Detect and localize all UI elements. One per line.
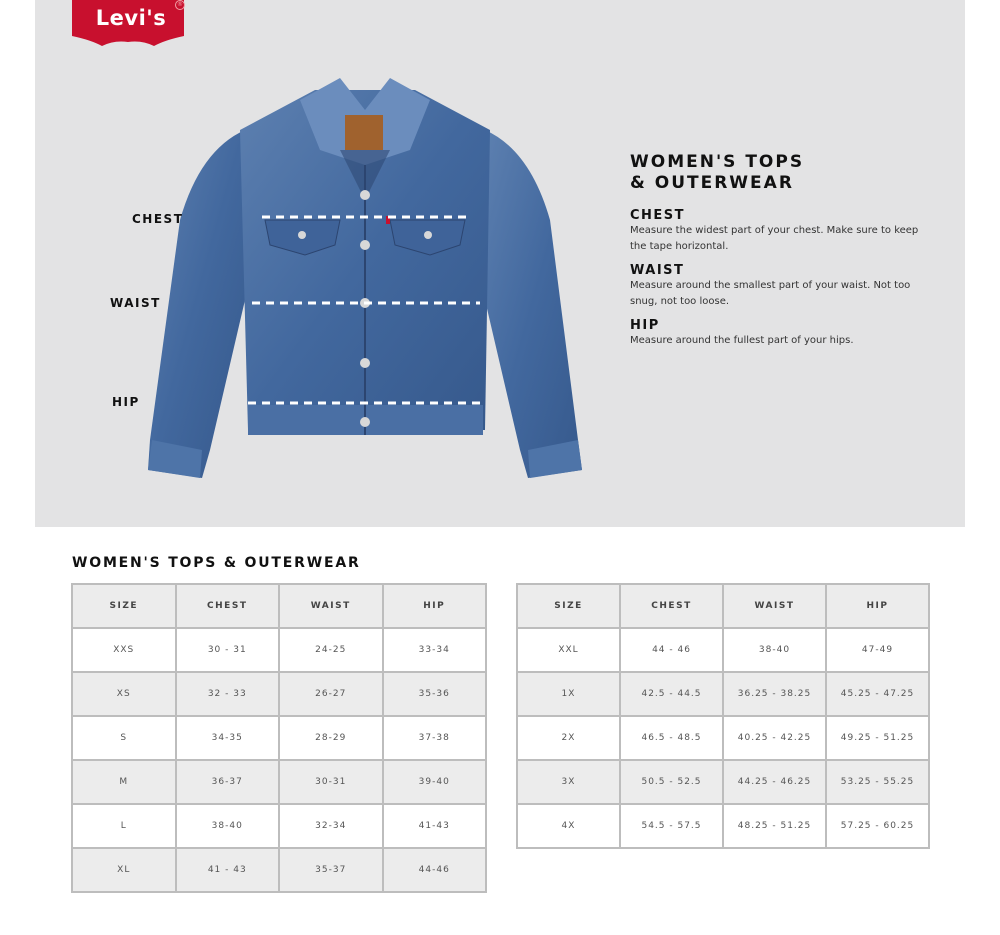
guide-title-line2: & OUTERWEAR (630, 173, 794, 193)
table-row (72, 848, 486, 892)
cell-size: XXL (517, 628, 620, 672)
cell-hip: 41-43 (383, 804, 487, 848)
cell-waist: 36.25 - 38.25 (723, 672, 826, 716)
hip-heading: HIP (630, 318, 660, 333)
chest-heading: CHEST (630, 208, 686, 223)
cell-hip: 53.25 - 55.25 (826, 760, 929, 804)
cell-chest: 54.5 - 57.5 (620, 804, 723, 848)
table-header-row (72, 584, 486, 628)
cell-chest: 36-37 (176, 760, 280, 804)
table-row (517, 672, 929, 716)
cell-chest: 30 - 31 (176, 628, 280, 672)
guide-title-line1: WOMEN'S TOPS (630, 152, 805, 172)
cell-waist: 28-29 (279, 716, 383, 760)
levis-logo (70, 0, 192, 46)
table-row (517, 760, 929, 804)
cell-hip: 33-34 (383, 628, 487, 672)
cell-chest: 42.5 - 44.5 (620, 672, 723, 716)
header-hip: HIP (826, 584, 929, 628)
cell-chest: 44 - 46 (620, 628, 723, 672)
cell-chest: 38-40 (176, 804, 280, 848)
table-row (72, 804, 486, 848)
cell-waist: 26-27 (279, 672, 383, 716)
cell-waist: 40.25 - 42.25 (723, 716, 826, 760)
waist-instructions: Measure around the smallest part of your waist. Not too snug, not too loose. (630, 280, 911, 307)
cell-waist: 38-40 (723, 628, 826, 672)
table-row (72, 716, 486, 760)
table-row (517, 804, 929, 848)
header-waist: WAIST (723, 584, 826, 628)
cell-size: L (72, 804, 176, 848)
size-table-left (71, 583, 487, 893)
header-chest: CHEST (176, 584, 280, 628)
table-row (517, 716, 929, 760)
header-waist: WAIST (279, 584, 383, 628)
table-header-row (517, 584, 929, 628)
header-size: SIZE (72, 584, 176, 628)
table-row (517, 628, 929, 672)
chest-instructions: Measure the widest part of your chest. Make sure to keep the tape horizontal. (630, 225, 919, 252)
cell-hip: 47-49 (826, 628, 929, 672)
cell-waist: 48.25 - 51.25 (723, 804, 826, 848)
cell-size: XL (72, 848, 176, 892)
guide-title (630, 152, 930, 194)
size-table-right (516, 583, 930, 849)
cell-size: XXS (72, 628, 176, 672)
cell-waist: 35-37 (279, 848, 383, 892)
cell-hip: 39-40 (383, 760, 487, 804)
cell-chest: 50.5 - 52.5 (620, 760, 723, 804)
cell-chest: 41 - 43 (176, 848, 280, 892)
cell-chest: 34-35 (176, 716, 280, 760)
header-chest: CHEST (620, 584, 723, 628)
cell-size: 3X (517, 760, 620, 804)
cell-hip: 37-38 (383, 716, 487, 760)
cell-waist: 24-25 (279, 628, 383, 672)
denim-jacket-image (140, 70, 590, 490)
cell-waist: 32-34 (279, 804, 383, 848)
cell-chest: 32 - 33 (176, 672, 280, 716)
cell-hip: 49.25 - 51.25 (826, 716, 929, 760)
cell-chest: 46.5 - 48.5 (620, 716, 723, 760)
waist-heading: WAIST (630, 263, 685, 278)
cell-hip: 57.25 - 60.25 (826, 804, 929, 848)
hip-instructions: Measure around the fullest part of your hips. (630, 335, 854, 346)
cell-hip: 44-46 (383, 848, 487, 892)
header-hip: HIP (383, 584, 487, 628)
hip-label: HIP (112, 395, 140, 409)
cell-waist: 30-31 (279, 760, 383, 804)
table-row (72, 672, 486, 716)
waist-label: WAIST (110, 296, 161, 310)
logo-text: Levi's (95, 6, 167, 30)
cell-size: 4X (517, 804, 620, 848)
cell-hip: 35-36 (383, 672, 487, 716)
header-size: SIZE (517, 584, 620, 628)
cell-size: 1X (517, 672, 620, 716)
cell-size: XS (72, 672, 176, 716)
cell-waist: 44.25 - 46.25 (723, 760, 826, 804)
size-chart-title: WOMEN'S TOPS & OUTERWEAR (72, 555, 361, 571)
cell-size: 2X (517, 716, 620, 760)
cell-size: M (72, 760, 176, 804)
cell-size: S (72, 716, 176, 760)
cell-hip: 45.25 - 47.25 (826, 672, 929, 716)
table-row (72, 760, 486, 804)
table-row (72, 628, 486, 672)
registered-mark: ® (177, 1, 183, 8)
chest-label: CHEST (132, 212, 184, 226)
measure-guide (630, 152, 930, 349)
